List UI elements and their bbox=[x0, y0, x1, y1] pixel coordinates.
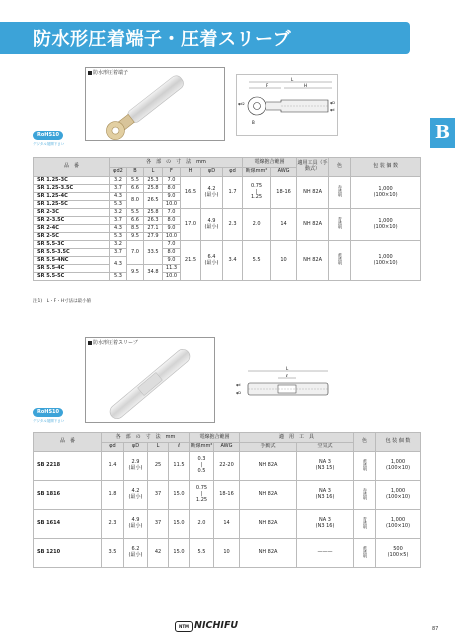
table-cell: 5.3 bbox=[110, 201, 127, 209]
th-dims: 各 部 の 寸 法 mm bbox=[102, 433, 190, 443]
table-cell: 3.2 bbox=[110, 177, 127, 185]
dim-d2-label: φd2 bbox=[238, 102, 245, 106]
table-cell: 15.0 bbox=[169, 510, 190, 539]
table-cell: 1,000 (100×10) bbox=[376, 452, 421, 481]
table-header-cell: ℓ bbox=[169, 443, 190, 452]
table-cell: 8.0 bbox=[163, 249, 181, 257]
table-cell: NA 3 (N3 15) bbox=[297, 452, 354, 481]
table-header-cell: L bbox=[144, 168, 163, 177]
table-cell: 0.75 | 1.25 bbox=[243, 177, 271, 209]
table-cell: 3.7 bbox=[110, 249, 127, 257]
sleeve-dim-d: φd bbox=[236, 383, 241, 387]
table-cell: 15.0 bbox=[169, 481, 190, 510]
table-header-cell: B bbox=[127, 168, 144, 177]
table-cell: NH 82A bbox=[297, 177, 329, 209]
table-cell: 25.8 bbox=[144, 185, 163, 193]
table-cell: 1,000 (100×10) bbox=[351, 209, 421, 241]
table-cell: NA 3 (N3 16) bbox=[297, 510, 354, 539]
th-product: 品 番 bbox=[34, 433, 102, 452]
table-cell: SR 2-5C bbox=[34, 233, 110, 241]
table-cell: 15.0 bbox=[169, 539, 190, 568]
table-cell: 3.7 bbox=[110, 185, 127, 193]
page-number: 87 bbox=[432, 626, 439, 632]
table-cell: 3.2 bbox=[110, 209, 127, 217]
table-cell: SR 5.5-3.5C bbox=[34, 249, 110, 257]
table-cell: 4.3 bbox=[110, 257, 127, 273]
table-cell: NH 82A bbox=[240, 510, 297, 539]
table-cell: 4.9 (最小) bbox=[201, 209, 223, 241]
table-header-cell: F bbox=[163, 168, 181, 177]
table-cell: 14 bbox=[214, 510, 240, 539]
table-header-cell: AWG bbox=[271, 168, 297, 177]
table-cell: 3.5 bbox=[102, 539, 124, 568]
dim-l-label: L bbox=[291, 77, 294, 82]
table-cell: 2.9 (最小) bbox=[124, 452, 148, 481]
table-cell: 1,000 (100×10) bbox=[376, 481, 421, 510]
table-cell: ——— bbox=[297, 539, 354, 568]
table-cell: 赤透明 bbox=[329, 177, 351, 209]
table-header-cell: H bbox=[181, 168, 201, 177]
table-cell: 8.0 bbox=[163, 185, 181, 193]
table-cell: 42 bbox=[148, 539, 169, 568]
table-cell: 1,000 (100×10) bbox=[351, 241, 421, 281]
table-cell: 3.2 bbox=[110, 241, 127, 249]
table-cell: 黄透明 bbox=[329, 241, 351, 281]
table-cell: 黄透明 bbox=[354, 452, 376, 481]
table-cell: 9.0 bbox=[163, 225, 181, 233]
table-header-cell: φD bbox=[124, 443, 148, 452]
th-wire: 電線抱合範囲 bbox=[243, 158, 297, 168]
table-cell: NH 82A bbox=[240, 539, 297, 568]
table-header-cell: 断線mm² bbox=[190, 443, 214, 452]
table-cell: 1.8 bbox=[102, 481, 124, 510]
table-cell: 0.3 | 0.5 bbox=[190, 452, 214, 481]
table-cell: SR 5.5-3C bbox=[34, 241, 110, 249]
table-cell: 5.5 bbox=[190, 539, 214, 568]
table-cell: 33.5 bbox=[144, 241, 163, 265]
table-cell: 2.0 bbox=[243, 209, 271, 241]
dim-d-label: φd bbox=[330, 108, 335, 112]
table-cell: 10.0 bbox=[163, 233, 181, 241]
table-cell: SR 5.5-5C bbox=[34, 273, 110, 281]
sleeve-spec-table bbox=[33, 432, 421, 568]
table-cell: SR 2-3C bbox=[34, 209, 110, 217]
table-cell: 34.8 bbox=[144, 265, 163, 281]
table-row bbox=[34, 452, 421, 481]
table-row bbox=[34, 209, 421, 217]
table-cell: 2.0 bbox=[190, 510, 214, 539]
footnote: 注1) L・F・H寸法は最小値 bbox=[33, 299, 92, 304]
table-cell: 37 bbox=[148, 481, 169, 510]
table-cell: 0.75 | 1.25 bbox=[190, 481, 214, 510]
table-cell: 21.5 bbox=[181, 241, 201, 281]
table-cell: NH 82A bbox=[297, 209, 329, 241]
table-cell: 赤透明 bbox=[354, 481, 376, 510]
table-cell: 9.0 bbox=[163, 193, 181, 201]
terminal-image bbox=[86, 68, 224, 140]
th-product: 品 番 bbox=[34, 158, 110, 177]
table-cell: 10.0 bbox=[163, 201, 181, 209]
sleeve-dim-l: L bbox=[286, 366, 289, 371]
table-cell: 25.8 bbox=[144, 209, 163, 217]
table-cell: NA 3 (N3 16) bbox=[297, 481, 354, 510]
table-cell: SR 1.25-3.5C bbox=[34, 185, 110, 193]
table-header-cell: 断線mm² bbox=[243, 168, 271, 177]
table-cell: 10 bbox=[214, 539, 240, 568]
table-cell: 18-16 bbox=[271, 177, 297, 209]
table-header-cell: φd bbox=[223, 168, 243, 177]
table-cell: 11.3 bbox=[163, 265, 181, 273]
table-cell: 5.5 bbox=[127, 177, 144, 185]
table-cell: 8.5 bbox=[127, 225, 144, 233]
table-cell: 37 bbox=[148, 510, 169, 539]
sleeve-image bbox=[86, 338, 214, 422]
table-row bbox=[34, 539, 421, 568]
terminal-photo bbox=[85, 67, 225, 141]
th-pack: 包 装 個 数 bbox=[351, 158, 421, 177]
table-cell: 黄透明 bbox=[354, 539, 376, 568]
table-cell: 4.2 (最小) bbox=[201, 177, 223, 209]
table-cell: 6.6 bbox=[127, 185, 144, 193]
table-cell: SB 1210 bbox=[34, 539, 102, 568]
sleeve-dim-bigd: φD bbox=[236, 391, 242, 395]
terminal-spec-table bbox=[33, 157, 421, 281]
logo-mark: NTM bbox=[175, 621, 193, 632]
table-cell: SR 5.5-4NC bbox=[34, 257, 110, 265]
table-header-cell: L bbox=[148, 443, 169, 452]
table-cell: 9.0 bbox=[163, 257, 181, 265]
table-cell: 6.6 bbox=[127, 217, 144, 225]
table-cell: NH 82A bbox=[297, 241, 329, 281]
table-cell: SR 5.5-4C bbox=[34, 265, 110, 273]
table-cell: 4.3 bbox=[110, 193, 127, 201]
logo-text: NICHIFU bbox=[194, 620, 239, 631]
rohs-badge-2: RoHS10 bbox=[33, 408, 63, 417]
table-cell: NH 82A bbox=[240, 452, 297, 481]
table-cell: 9.5 bbox=[127, 233, 144, 241]
table-row bbox=[34, 481, 421, 510]
table-cell: 26.5 bbox=[144, 193, 163, 209]
table-cell: SB 2218 bbox=[34, 452, 102, 481]
table-cell: 18-16 bbox=[214, 481, 240, 510]
table-cell: 6.4 (最小) bbox=[201, 241, 223, 281]
sleeve-dim-ll: ℓ bbox=[286, 373, 288, 378]
table-cell: SR 2-3.5C bbox=[34, 217, 110, 225]
table-cell: 8.0 bbox=[127, 193, 144, 209]
table-cell: SB 1614 bbox=[34, 510, 102, 539]
table-cell: 7.0 bbox=[163, 209, 181, 217]
th-color: 色 bbox=[329, 158, 351, 177]
table-header-cell: φd bbox=[102, 443, 124, 452]
table-cell: 1.4 bbox=[102, 452, 124, 481]
table-cell: 2.3 bbox=[102, 510, 124, 539]
table-row bbox=[34, 177, 421, 185]
table-cell: 16.5 bbox=[181, 177, 201, 209]
table-header-cell: AWG bbox=[214, 443, 240, 452]
dim-bigd-label: φD bbox=[330, 101, 336, 105]
th-tool: 適 用 工 具 bbox=[240, 433, 354, 443]
table-cell: 27.9 bbox=[144, 233, 163, 241]
rohs-note: デジタル展開下さい bbox=[33, 142, 65, 146]
th-color: 色 bbox=[354, 433, 376, 452]
dim-f-label: F bbox=[266, 83, 269, 88]
table-cell: 4.2 (最小) bbox=[124, 481, 148, 510]
table-cell: 3.4 bbox=[223, 241, 243, 281]
table-cell: 17.0 bbox=[181, 209, 201, 241]
table-cell: 5.5 bbox=[127, 209, 144, 217]
sleeve-drawing bbox=[234, 363, 334, 409]
table-cell: 8.0 bbox=[163, 217, 181, 225]
table-cell: 25.3 bbox=[144, 177, 163, 185]
table-header-cell: 空気式 bbox=[297, 443, 354, 452]
table-header-cell: φD bbox=[201, 168, 223, 177]
table-cell: 5.3 bbox=[110, 233, 127, 241]
th-tool: 適用工具（手動式） bbox=[297, 158, 329, 177]
table-cell: 5.5 bbox=[243, 241, 271, 281]
table-cell: 7.0 bbox=[127, 241, 144, 265]
table-cell: 14 bbox=[271, 209, 297, 241]
table-cell: 27.1 bbox=[144, 225, 163, 233]
table-cell: 500 (100×5) bbox=[376, 539, 421, 568]
table-cell: 4.9 (最小) bbox=[124, 510, 148, 539]
table-row bbox=[34, 510, 421, 539]
table-cell: 青透明 bbox=[354, 510, 376, 539]
table-cell: 22-20 bbox=[214, 452, 240, 481]
table-cell: 1.7 bbox=[223, 177, 243, 209]
th-wire: 電線抱合範囲 bbox=[190, 433, 240, 443]
sleeve-photo bbox=[85, 337, 215, 423]
table-cell: 25 bbox=[148, 452, 169, 481]
table-cell: 2.3 bbox=[223, 209, 243, 241]
table-header-cell: 手動式 bbox=[240, 443, 297, 452]
dim-h-label: H bbox=[304, 83, 308, 88]
th-dims: 各 部 の 寸 法 mm bbox=[110, 158, 243, 168]
section2-label: 防水形圧着スリーブ bbox=[93, 340, 138, 346]
table-cell: 青透明 bbox=[329, 209, 351, 241]
table-header-cell: φd2 bbox=[110, 168, 127, 177]
table-cell: 4.3 bbox=[110, 225, 127, 233]
table-cell: SR 1.25-3C bbox=[34, 177, 110, 185]
rohs-badge: RoHS10 bbox=[33, 131, 63, 140]
dim-b-label: B bbox=[252, 120, 255, 125]
table-cell: 5.3 bbox=[110, 273, 127, 281]
table-cell: 1,000 (100×10) bbox=[376, 510, 421, 539]
rohs-note-2: デジタル展開下さい bbox=[33, 419, 65, 423]
section1-label: 防水形圧着端子 bbox=[93, 70, 129, 76]
table-cell: 1,000 (100×10) bbox=[351, 177, 421, 209]
table-cell: 3.7 bbox=[110, 217, 127, 225]
section-tab[interactable]: B bbox=[430, 118, 455, 148]
terminal-drawing bbox=[236, 74, 338, 136]
table-cell: 7.0 bbox=[163, 241, 181, 249]
table-cell: SR 1.25-4C bbox=[34, 193, 110, 201]
table-cell: 11.5 bbox=[169, 452, 190, 481]
table-cell: 10.0 bbox=[163, 273, 181, 281]
table-cell: SR 1.25-5C bbox=[34, 201, 110, 209]
table-cell: 26.3 bbox=[144, 217, 163, 225]
table-cell: 10 bbox=[271, 241, 297, 281]
table-cell: SB 1816 bbox=[34, 481, 102, 510]
table-cell: 9.5 bbox=[127, 265, 144, 281]
page-title: 防水形圧着端子・圧着スリーブ bbox=[33, 29, 292, 50]
table-row bbox=[34, 241, 421, 249]
table-cell: 6.2 (最小) bbox=[124, 539, 148, 568]
table-cell: NH 82A bbox=[240, 481, 297, 510]
th-pack: 包 装 個 数 bbox=[376, 433, 421, 452]
table-cell: 7.0 bbox=[163, 177, 181, 185]
table-cell: SR 2-4C bbox=[34, 225, 110, 233]
